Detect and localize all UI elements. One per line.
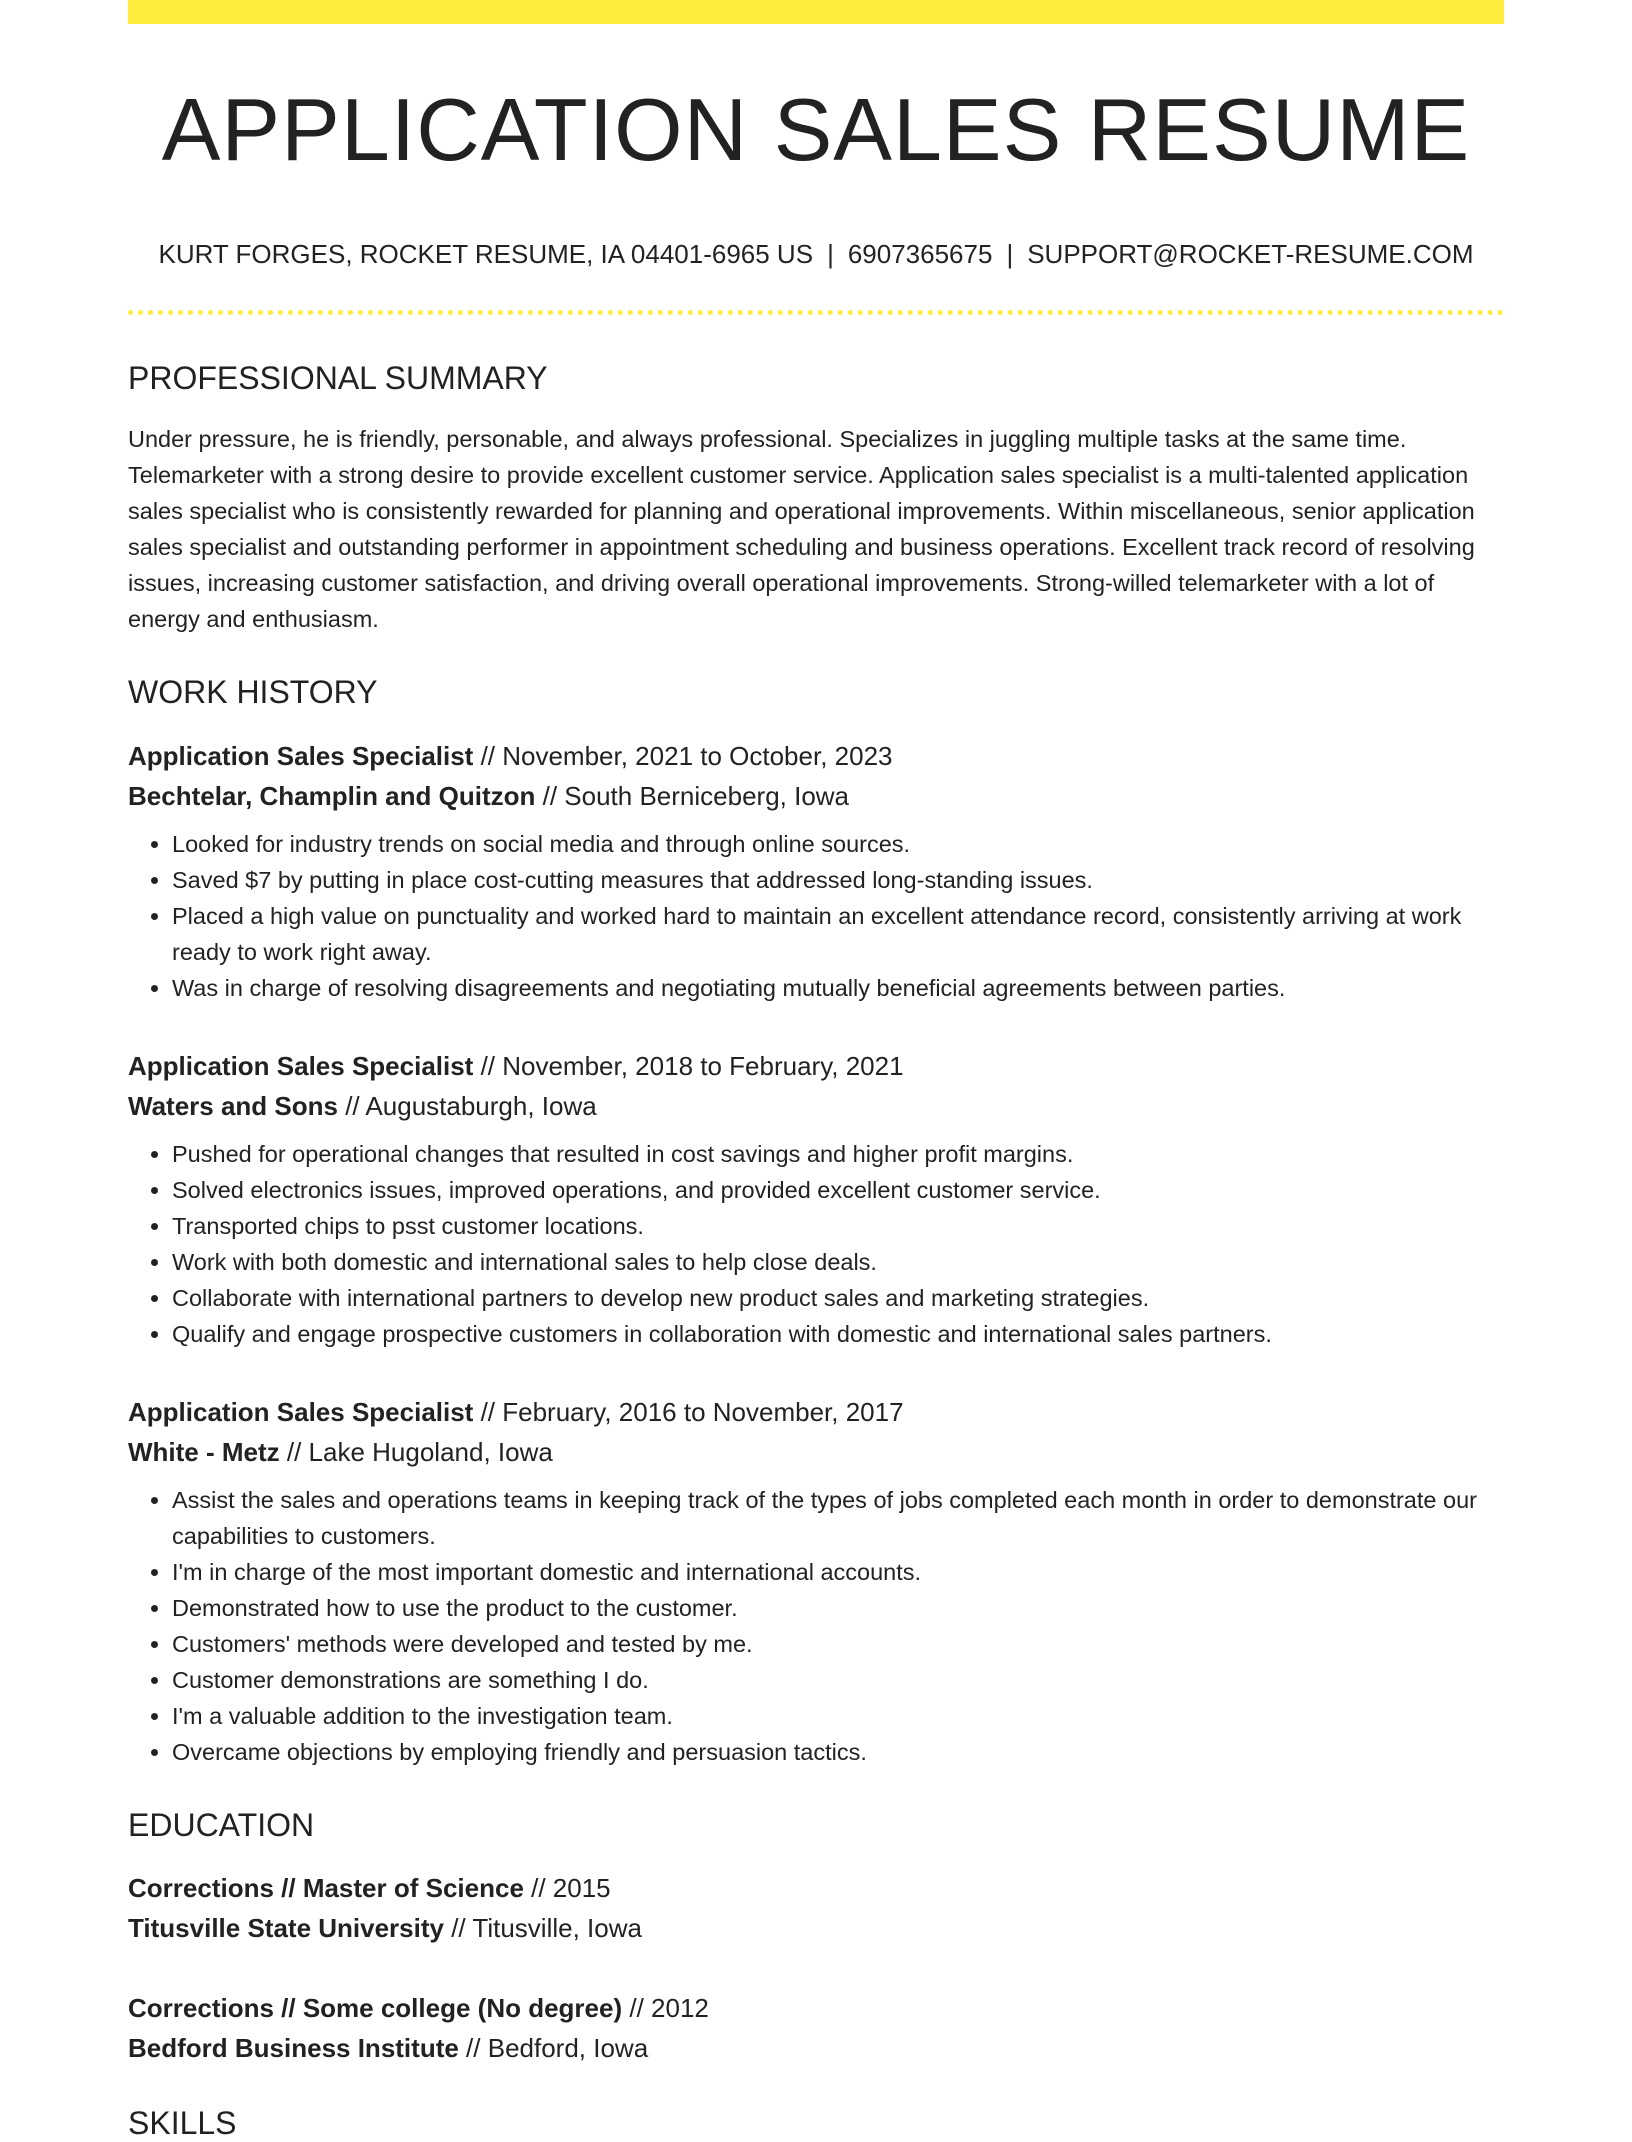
job-company-line xyxy=(128,1432,1504,1472)
list-item: • Customers' methods were developed and tested by me. xyxy=(172,1626,1504,1662)
job-location: // Augustaburgh, Iowa xyxy=(337,1090,597,1121)
resume-content xyxy=(128,24,1504,2142)
job-company: Bechtelar, Champlin and Quitzon xyxy=(128,780,536,811)
contact-separator: | xyxy=(827,238,834,269)
contact-address: KURT FORGES, ROCKET RESUME, IA 04401-6965 US xyxy=(158,238,814,269)
list-item: • Assist the sales and operations teams in keeping track of the types of jobs completed each month in order to demonstrate our capabilities to customers. xyxy=(172,1482,1504,1554)
list-item: • Customer demonstrations are something I do. xyxy=(172,1662,1504,1698)
list-item: • Overcame objections by employing friendly and persuasion tactics. xyxy=(172,1734,1504,1770)
education-degree-line xyxy=(128,1988,1504,2028)
job-role: Application Sales Specialist xyxy=(128,1050,474,1081)
job-location: // Lake Hugoland, Iowa xyxy=(279,1436,553,1467)
list-item: • Qualify and engage prospective customers in collaboration with domestic and international sales partners. xyxy=(172,1316,1504,1352)
job-bullets xyxy=(128,826,1504,1006)
education-school-line xyxy=(128,1908,1504,1948)
education-location: // Titusville, Iowa xyxy=(443,1912,642,1943)
job-dates: // February, 2016 to November, 2017 xyxy=(473,1396,904,1427)
page-title: APPLICATION SALES RESUME xyxy=(161,80,1471,179)
list-item: • I'm in charge of the most important domestic and international accounts. xyxy=(172,1554,1504,1590)
top-accent-bar xyxy=(128,0,1504,24)
list-item: • Looked for industry trends on social media and through online sources. xyxy=(172,826,1504,862)
list-item: • Placed a high value on punctuality and worked hard to maintain an excellent attendance record, consistently arriving at work ready to work right away. xyxy=(172,898,1504,970)
education-year: // 2015 xyxy=(523,1872,611,1903)
job-company-line xyxy=(128,1086,1504,1126)
list-item: • Demonstrated how to use the product to the customer. xyxy=(172,1590,1504,1626)
job-bullets xyxy=(128,1136,1504,1352)
job-title-line xyxy=(128,1046,1504,1086)
list-item: • Saved $7 by putting in place cost-cutting measures that addressed long-standing issues. xyxy=(172,862,1504,898)
list-item: • Work with both domestic and international sales to help close deals. xyxy=(172,1244,1504,1280)
summary-text: Under pressure, he is friendly, personable, and always professional. Specializes in juggling multiple tasks at the same time. Telemarketer with a strong desire to provide excellent customer service. Application sales specialist is a multi-talented application sales specialist who is consistently rewarded for planning and operational improvements. Within miscellaneous, senior application sales specialist and outstanding performer in appointment scheduling and business operations. Excellent track record of resolving issues, increasing customer satisfaction, and driving overall operational improvements. Strong-willed telemarketer with a lot of energy and enthusiasm. xyxy=(128,426,1475,633)
list-item: • Solved electronics issues, improved operations, and provided excellent customer service. xyxy=(172,1172,1504,1208)
summary-heading: PROFESSIONAL SUMMARY xyxy=(128,359,548,396)
contact-line xyxy=(128,239,1504,270)
job-role: Application Sales Specialist xyxy=(128,1396,474,1427)
job-company-line xyxy=(128,776,1504,816)
skills-heading: SKILLS xyxy=(128,2104,237,2141)
job-entry xyxy=(128,736,1504,1006)
job-dates: // November, 2021 to October, 2023 xyxy=(473,740,893,771)
contact-phone: 6907365675 xyxy=(847,238,993,269)
education-degree: Corrections // Some college (No degree) xyxy=(128,1992,623,2023)
contact-email: SUPPORT@ROCKET-RESUME.COM xyxy=(1027,238,1474,269)
job-title-line xyxy=(128,1392,1504,1432)
work-history-heading: WORK HISTORY xyxy=(128,674,378,711)
education-heading: EDUCATION xyxy=(128,1806,315,1843)
list-item: • Collaborate with international partners to develop new product sales and marketing strategies. xyxy=(172,1280,1504,1316)
job-entry xyxy=(128,1392,1504,1770)
job-bullets xyxy=(128,1482,1504,1770)
list-item: • I'm a valuable addition to the investigation team. xyxy=(172,1698,1504,1734)
education-entry xyxy=(128,1988,1504,2068)
education-year: // 2012 xyxy=(622,1992,709,2023)
dotted-divider xyxy=(128,310,1504,315)
education-school: Bedford Business Institute xyxy=(128,2032,459,2063)
education-degree: Corrections // Master of Science xyxy=(128,1872,524,1903)
job-company: White - Metz xyxy=(128,1436,280,1467)
education-entry xyxy=(128,1868,1504,1948)
job-role: Application Sales Specialist xyxy=(128,740,474,771)
education-location: // Bedford, Iowa xyxy=(458,2032,649,2063)
education-school-line xyxy=(128,2028,1504,2068)
education-school: Titusville State University xyxy=(128,1912,444,1943)
list-item: • Transported chips to psst customer locations. xyxy=(172,1208,1504,1244)
education-degree-line xyxy=(128,1868,1504,1908)
list-item: • Was in charge of resolving disagreements and negotiating mutually beneficial agreements between parties. xyxy=(172,970,1504,1006)
job-dates: // November, 2018 to February, 2021 xyxy=(473,1050,904,1081)
list-item: • Pushed for operational changes that resulted in cost savings and higher profit margins. xyxy=(172,1136,1504,1172)
job-entry xyxy=(128,1046,1504,1352)
contact-separator: | xyxy=(1006,238,1014,269)
job-company: Waters and Sons xyxy=(128,1090,338,1121)
job-location: // South Berniceberg, Iowa xyxy=(535,780,850,811)
job-title-line xyxy=(128,736,1504,776)
